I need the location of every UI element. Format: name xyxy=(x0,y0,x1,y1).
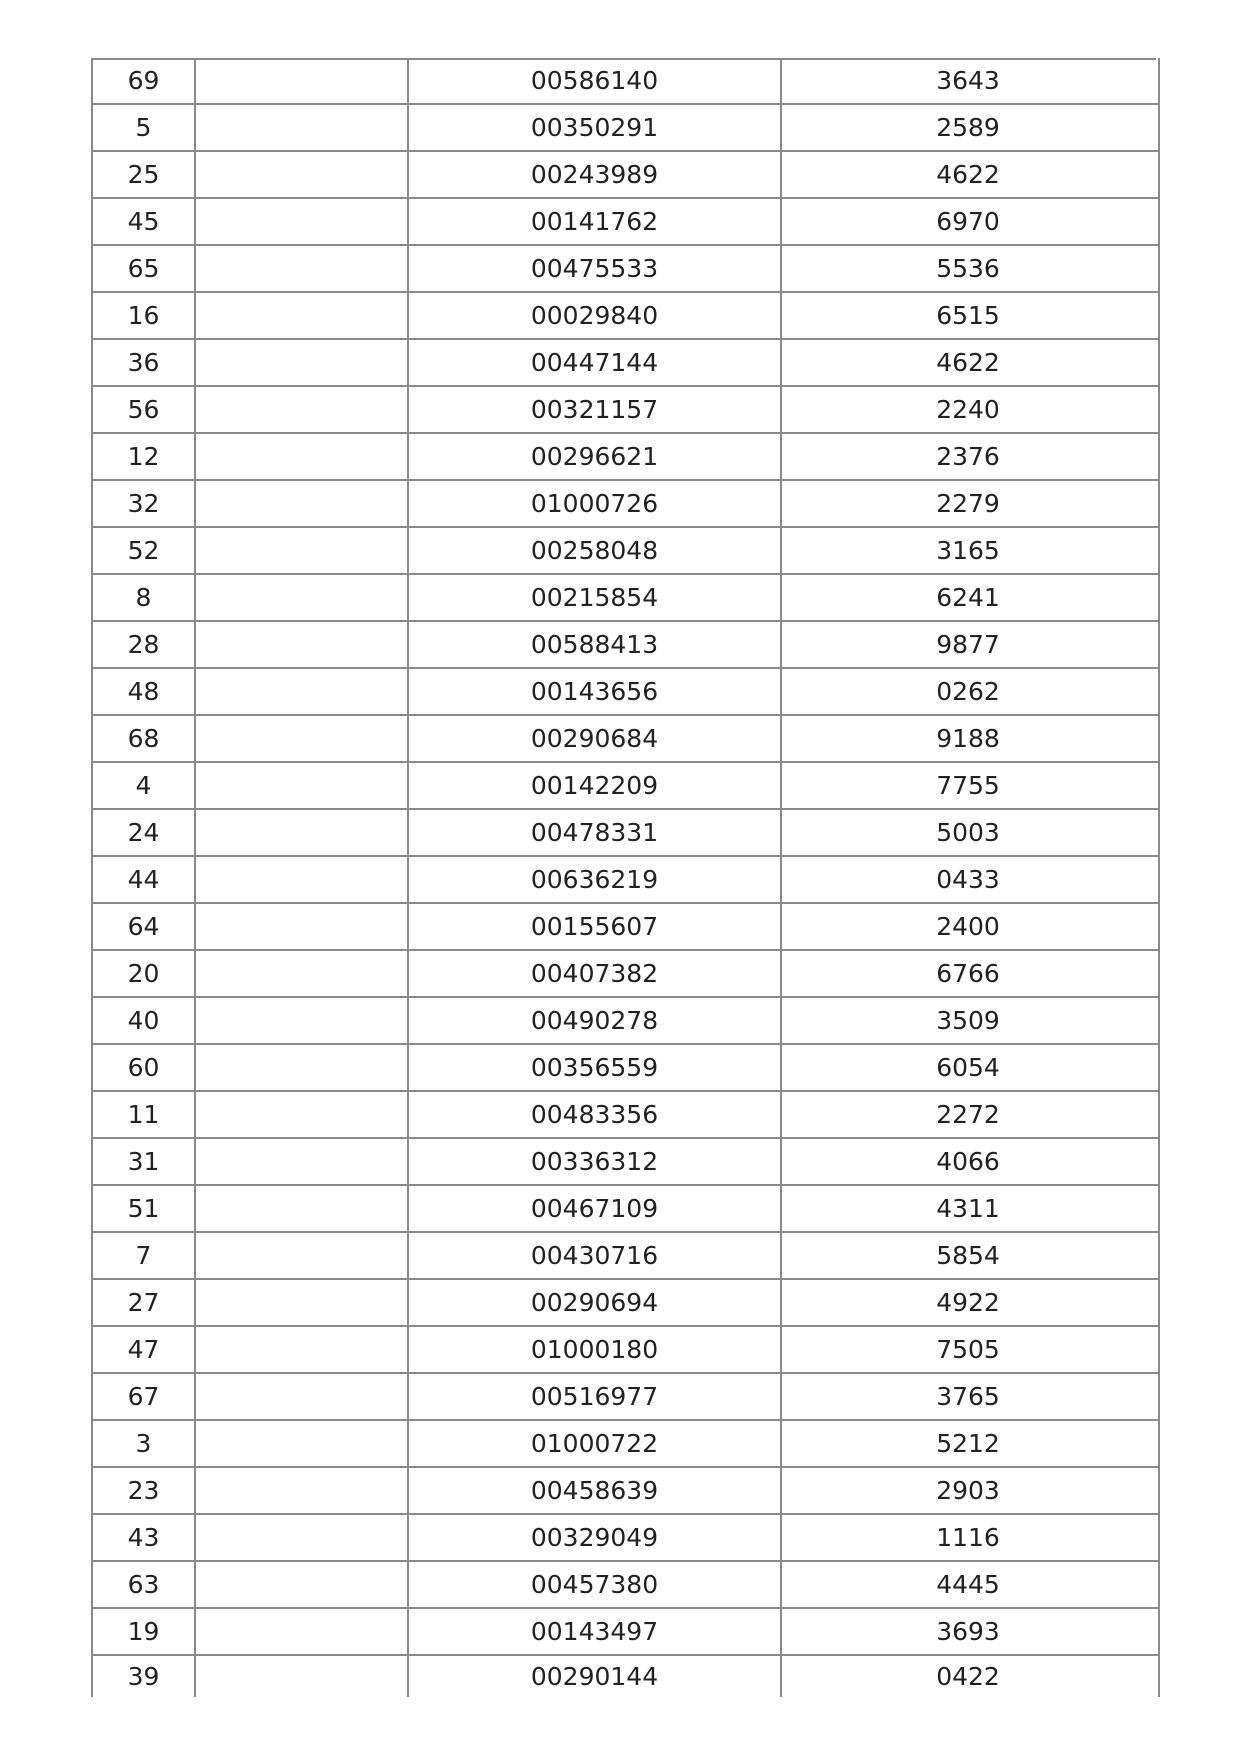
row-number-cell: 24 xyxy=(93,810,196,855)
table-row xyxy=(93,1609,1158,1656)
code-cell: 6515 xyxy=(936,301,1000,330)
name-cell xyxy=(196,1045,409,1090)
code-cell: 0422 xyxy=(936,1662,1000,1691)
code-cell: 4311 xyxy=(936,1194,1000,1223)
row-number-cell: 7 xyxy=(93,1233,196,1278)
table-row xyxy=(93,528,1158,575)
code-cell: 3643 xyxy=(936,66,1000,95)
name-cell xyxy=(196,199,409,244)
table-row xyxy=(93,669,1158,716)
name-cell xyxy=(196,1186,409,1231)
id-number-cell: 00516977 xyxy=(409,1374,782,1419)
name-cell xyxy=(196,1139,409,1184)
code-cell: 3165 xyxy=(936,536,1000,565)
table-row xyxy=(93,716,1158,763)
id-number-cell: 00356559 xyxy=(409,1045,782,1090)
row-number-cell: 16 xyxy=(93,293,196,338)
id-number-cell: 00350291 xyxy=(409,105,782,150)
table-row xyxy=(93,951,1158,998)
code-cell: 6970 xyxy=(936,207,1000,236)
code-cell: 2240 xyxy=(936,395,1000,424)
name-cell xyxy=(196,1280,409,1325)
row-number-cell: 45 xyxy=(93,199,196,244)
name-cell xyxy=(196,340,409,385)
id-number-cell: 01000726 xyxy=(409,481,782,526)
row-number-cell: 67 xyxy=(93,1374,196,1419)
id-number-cell: 00467109 xyxy=(409,1186,782,1231)
table-row xyxy=(93,857,1158,904)
row-number-cell: 48 xyxy=(93,669,196,714)
row-number-cell: 20 xyxy=(93,951,196,996)
name-cell xyxy=(196,1233,409,1278)
table-row xyxy=(93,58,1158,105)
code-cell: 3509 xyxy=(936,1006,1000,1035)
name-cell xyxy=(196,293,409,338)
code-cell: 6241 xyxy=(936,583,1000,612)
name-cell xyxy=(196,575,409,620)
code-cell: 9877 xyxy=(936,630,1000,659)
id-number-cell: 00478331 xyxy=(409,810,782,855)
table-row xyxy=(93,1233,1158,1280)
id-number-cell: 00290684 xyxy=(409,716,782,761)
id-number-cell: 00215854 xyxy=(409,575,782,620)
name-cell xyxy=(196,1421,409,1466)
row-number-cell: 3 xyxy=(93,1421,196,1466)
table-row xyxy=(93,763,1158,810)
table-row xyxy=(93,1280,1158,1327)
name-cell xyxy=(196,1656,409,1697)
row-number-cell: 40 xyxy=(93,998,196,1043)
table-row xyxy=(93,998,1158,1045)
code-cell: 5212 xyxy=(936,1429,1000,1458)
id-number-cell: 00296621 xyxy=(409,434,782,479)
row-number-cell: 60 xyxy=(93,1045,196,1090)
table-row xyxy=(93,434,1158,481)
row-number-cell: 5 xyxy=(93,105,196,150)
code-cell: 5003 xyxy=(936,818,1000,847)
row-number-cell: 25 xyxy=(93,152,196,197)
code-cell: 9188 xyxy=(936,724,1000,753)
name-cell xyxy=(196,434,409,479)
code-cell: 4922 xyxy=(936,1288,1000,1317)
code-cell: 5536 xyxy=(936,254,1000,283)
id-number-cell: 00029840 xyxy=(409,293,782,338)
table-row xyxy=(93,199,1158,246)
id-number-cell: 01000722 xyxy=(409,1421,782,1466)
table-row xyxy=(93,1186,1158,1233)
name-cell xyxy=(196,716,409,761)
name-cell xyxy=(196,763,409,808)
id-number-cell: 00336312 xyxy=(409,1139,782,1184)
name-cell xyxy=(196,387,409,432)
id-number-cell: 00321157 xyxy=(409,387,782,432)
row-number-cell: 32 xyxy=(93,481,196,526)
code-cell: 4445 xyxy=(936,1570,1000,1599)
name-cell xyxy=(196,246,409,291)
name-cell xyxy=(196,105,409,150)
id-number-cell: 00143497 xyxy=(409,1609,782,1654)
row-number-cell: 56 xyxy=(93,387,196,432)
row-number-cell: 8 xyxy=(93,575,196,620)
row-number-cell: 11 xyxy=(93,1092,196,1137)
name-cell xyxy=(196,622,409,667)
table-row xyxy=(93,1139,1158,1186)
table-row xyxy=(93,1515,1158,1562)
name-cell xyxy=(196,1468,409,1513)
id-number-cell: 00290694 xyxy=(409,1280,782,1325)
id-number-cell: 00290144 xyxy=(409,1656,782,1697)
code-cell: 7755 xyxy=(936,771,1000,800)
name-cell xyxy=(196,669,409,714)
table-row xyxy=(93,1656,1158,1697)
id-number-cell: 00243989 xyxy=(409,152,782,197)
row-number-cell: 39 xyxy=(93,1656,196,1697)
table-row xyxy=(93,340,1158,387)
id-number-cell: 00458639 xyxy=(409,1468,782,1513)
id-number-cell: 00490278 xyxy=(409,998,782,1043)
table-row xyxy=(93,481,1158,528)
row-number-cell: 36 xyxy=(93,340,196,385)
id-number-cell: 00457380 xyxy=(409,1562,782,1607)
name-cell xyxy=(196,810,409,855)
row-number-cell: 43 xyxy=(93,1515,196,1560)
code-cell: 3693 xyxy=(936,1617,1000,1646)
id-number-cell: 00407382 xyxy=(409,951,782,996)
name-cell xyxy=(196,904,409,949)
code-cell: 7505 xyxy=(936,1335,1000,1364)
name-cell xyxy=(196,1515,409,1560)
id-number-cell: 00155607 xyxy=(409,904,782,949)
code-cell: 1116 xyxy=(936,1523,1000,1552)
table-row xyxy=(93,904,1158,951)
table-row xyxy=(93,1327,1158,1374)
row-number-cell: 52 xyxy=(93,528,196,573)
name-cell xyxy=(196,951,409,996)
name-cell xyxy=(196,998,409,1043)
row-number-cell: 19 xyxy=(93,1609,196,1654)
data-table xyxy=(91,58,1160,1697)
table-row xyxy=(93,1468,1158,1515)
table-row xyxy=(93,622,1158,669)
row-number-cell: 64 xyxy=(93,904,196,949)
id-number-cell: 00588413 xyxy=(409,622,782,667)
id-number-cell: 00430716 xyxy=(409,1233,782,1278)
table-row xyxy=(93,1092,1158,1139)
id-number-cell: 00475533 xyxy=(409,246,782,291)
name-cell xyxy=(196,1562,409,1607)
code-cell: 2400 xyxy=(936,912,1000,941)
table-row xyxy=(93,1374,1158,1421)
name-cell xyxy=(196,528,409,573)
code-cell: 5854 xyxy=(936,1241,1000,1270)
id-number-cell: 00141762 xyxy=(409,199,782,244)
row-number-cell: 23 xyxy=(93,1468,196,1513)
code-cell: 3765 xyxy=(936,1382,1000,1411)
name-cell xyxy=(196,481,409,526)
code-cell: 2376 xyxy=(936,442,1000,471)
code-cell: 4066 xyxy=(936,1147,1000,1176)
table-row xyxy=(93,152,1158,199)
row-number-cell: 44 xyxy=(93,857,196,902)
id-number-cell: 00447144 xyxy=(409,340,782,385)
id-number-cell: 00586140 xyxy=(409,58,782,103)
name-cell xyxy=(196,1374,409,1419)
name-cell xyxy=(196,1609,409,1654)
table-row xyxy=(93,810,1158,857)
code-cell: 6054 xyxy=(936,1053,1000,1082)
code-cell: 4622 xyxy=(936,160,1000,189)
row-number-cell: 4 xyxy=(93,763,196,808)
code-cell: 2279 xyxy=(936,489,1000,518)
code-cell: 6766 xyxy=(936,959,1000,988)
row-number-cell: 51 xyxy=(93,1186,196,1231)
row-number-cell: 69 xyxy=(93,58,196,103)
row-number-cell: 63 xyxy=(93,1562,196,1607)
row-number-cell: 27 xyxy=(93,1280,196,1325)
table-row xyxy=(93,387,1158,434)
name-cell xyxy=(196,58,409,103)
table-row xyxy=(93,105,1158,152)
row-number-cell: 28 xyxy=(93,622,196,667)
row-number-cell: 31 xyxy=(93,1139,196,1184)
row-number-cell: 12 xyxy=(93,434,196,479)
code-cell: 4622 xyxy=(936,348,1000,377)
name-cell xyxy=(196,857,409,902)
code-cell: 2589 xyxy=(936,113,1000,142)
name-cell xyxy=(196,1327,409,1372)
code-cell: 0433 xyxy=(936,865,1000,894)
id-number-cell: 00143656 xyxy=(409,669,782,714)
code-cell: 0262 xyxy=(936,677,1000,706)
code-cell: 2903 xyxy=(936,1476,1000,1505)
table-row xyxy=(93,1562,1158,1609)
id-number-cell: 00329049 xyxy=(409,1515,782,1560)
row-number-cell: 65 xyxy=(93,246,196,291)
id-number-cell: 01000180 xyxy=(409,1327,782,1372)
table-row xyxy=(93,575,1158,622)
table-row xyxy=(93,246,1158,293)
code-cell: 2272 xyxy=(936,1100,1000,1129)
id-number-cell: 00142209 xyxy=(409,763,782,808)
name-cell xyxy=(196,1092,409,1137)
row-number-cell: 68 xyxy=(93,716,196,761)
id-number-cell: 00636219 xyxy=(409,857,782,902)
table-row xyxy=(93,293,1158,340)
id-number-cell: 00483356 xyxy=(409,1092,782,1137)
table-row xyxy=(93,1421,1158,1468)
id-number-cell: 00258048 xyxy=(409,528,782,573)
table-row xyxy=(93,1045,1158,1092)
name-cell xyxy=(196,152,409,197)
row-number-cell: 47 xyxy=(93,1327,196,1372)
